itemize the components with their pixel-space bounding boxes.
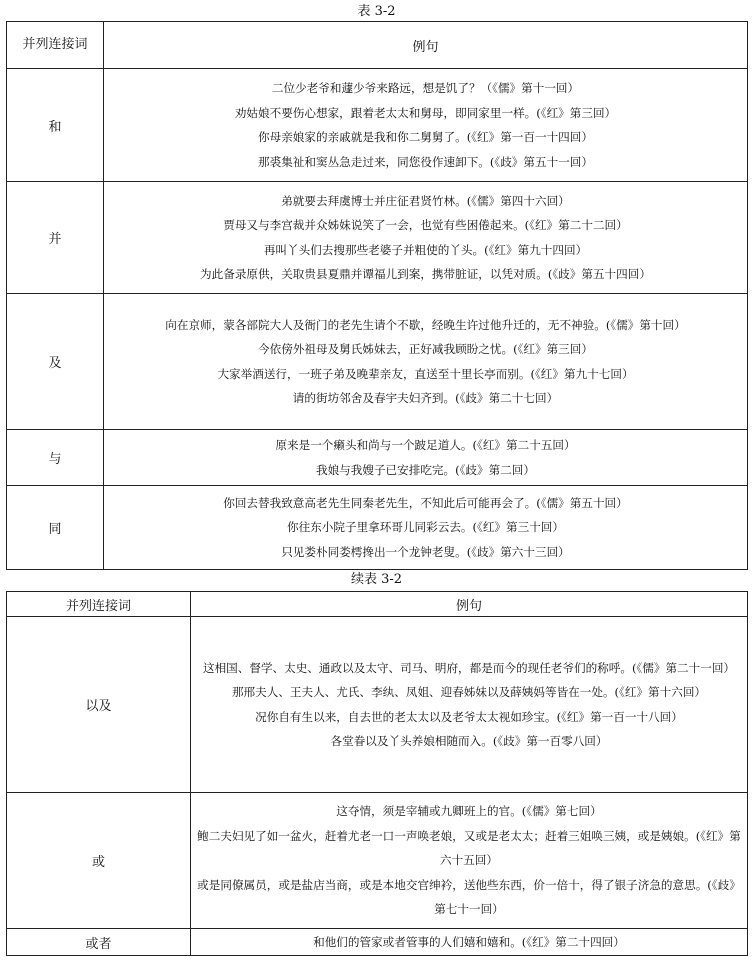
header-word-cell: 并列连接词 <box>7 592 191 617</box>
example-cell <box>104 430 748 486</box>
example-sentence: 请的街坊邻舍及春宇夫妇齐到。(《歧》第二十七回） <box>292 391 559 405</box>
word-cell: 同 <box>7 486 104 570</box>
table-row <box>7 486 748 570</box>
example-sentence: 鲍二夫妇见了如一盆火，赶着尤老一口一声唤老娘，又或是老太太；赶着三姐唤三姨，或是姨娘。(《红》第六十五回） <box>197 828 741 868</box>
table-row <box>7 617 748 793</box>
example-sentence: 为此备录原供，关取贵县夏鼎并谭福儿到案，携带脏证，以凭对质。(《歧》第五十四回） <box>200 267 651 281</box>
table-row <box>7 793 748 929</box>
word-cell: 和 <box>7 69 104 182</box>
conjunction-table-continued <box>6 591 748 956</box>
word-cell: 及 <box>7 294 104 430</box>
example-sentence: 今依傍外祖母及舅氏姊妹去，正好减我顾盼之忧。(《红》第三回） <box>258 342 593 356</box>
example-cell <box>191 617 748 793</box>
word-cell: 以及 <box>7 617 191 793</box>
table-row <box>7 69 748 182</box>
example-cell <box>104 294 748 430</box>
example-sentence: 况你自有生以来，自去世的老太太以及老爷太太视如珍宝。(《红》第一百一十八回） <box>255 709 683 724</box>
example-cell <box>104 182 748 294</box>
example-sentence: 向在京师，蒙各部院大人及衙门的老先生请个不歇，经晚生许过他升迁的，无不神验。(《儒》第十回） <box>165 317 686 332</box>
word-cell: 或者 <box>7 929 191 956</box>
header-example-cell: 例句 <box>104 22 748 69</box>
example-sentence: 或是同僚属员，或是盐店当商，或是本地交官绅衿，送他些东西，价一倍十，得了银子济急的意思。(《歧》第七十一回） <box>197 877 741 917</box>
table-row <box>7 294 748 430</box>
example-cell <box>104 486 748 570</box>
table-row <box>7 182 748 294</box>
example-sentence: 我娘与我嫂子已安排吃完。(《歧》第二回） <box>315 462 535 477</box>
example-sentence: 这相国、督学、太史、通政以及太守、司马、明府，都是而今的现任老爷们的称呼。(《儒》第二十一回） <box>202 660 736 675</box>
example-cell <box>191 793 748 929</box>
example-sentence: 贾母又与李宫裁并众姊妹说笑了一会，也觉有些困倦起来。(《红》第二十二回） <box>223 218 628 232</box>
example-sentence: 二位少老爷和蘧少爷来路远，想是饥了？（《儒》第十一回） <box>271 81 580 95</box>
example-sentence: 大家举酒送行，一班子弟及晚辈亲友，直送至十里长亭而别。(《红》第九十七回） <box>217 366 634 381</box>
word-cell: 或 <box>7 793 191 929</box>
table-row <box>7 929 748 956</box>
example-sentence: 这夺情，须是宰辅或九卿班上的官。(《儒》第七回） <box>336 804 602 819</box>
conjunction-table <box>6 21 748 570</box>
example-sentence: 弟就要去拜虞博士并庄征君贤竹林。(《儒》第四十六回） <box>281 193 570 208</box>
example-sentence: 你母亲娘家的亲戚就是我和你二舅舅了。(《红》第一百一十四回） <box>258 130 593 144</box>
example-sentence: 你往东小院子里拿环哥儿同彩云去。(《红》第三十回） <box>287 520 564 535</box>
example-sentence: 只见娄朴同娄樗搀出一个龙钟老叟。(《歧》第六十三回） <box>281 544 570 559</box>
example-sentence: 再叫丫头们去搜那些老婆子并粗使的丫头。(《红》第九十四回） <box>263 242 588 257</box>
example-sentence: 你回去替我致意高老先生同秦老先生，不知此后可能再会了。(《儒》第五十回） <box>223 495 628 510</box>
word-cell: 并 <box>7 182 104 294</box>
example-cell <box>104 69 748 182</box>
example-sentence: 和他们的管家或者管事的人们嬉和嬉和。(《红》第二十四回） <box>313 934 625 949</box>
header-word-cell: 并列连接词 <box>7 22 104 69</box>
header-example-cell: 例句 <box>191 592 748 617</box>
example-sentence: 那邢夫人、王夫人、尤氏、李纨、凤姐、迎春姊妹以及薛姨妈等皆在一处。(《红》第十六回） <box>231 685 707 699</box>
word-cell: 与 <box>7 430 104 486</box>
example-sentence: 各堂眷以及丫头养娘相随而入。(《歧》第一百零八回） <box>330 734 608 748</box>
table-row <box>7 430 748 486</box>
continued-table-caption: 续表 3-2 <box>350 572 403 587</box>
table-caption: 表 3-2 <box>357 4 396 19</box>
example-sentence: 劝姑娘不要伤心想家，跟着老太太和舅母，即同家里一样。(《红》第三回） <box>234 105 617 120</box>
example-sentence: 原来是一个癞头和尚与一个跛足道人。(《红》第二十五回） <box>275 438 576 452</box>
example-cell <box>191 929 748 956</box>
example-sentence: 那裘集祉和窦丛急走过来，同您役作速卸下。(《歧》第五十一回） <box>258 154 593 169</box>
